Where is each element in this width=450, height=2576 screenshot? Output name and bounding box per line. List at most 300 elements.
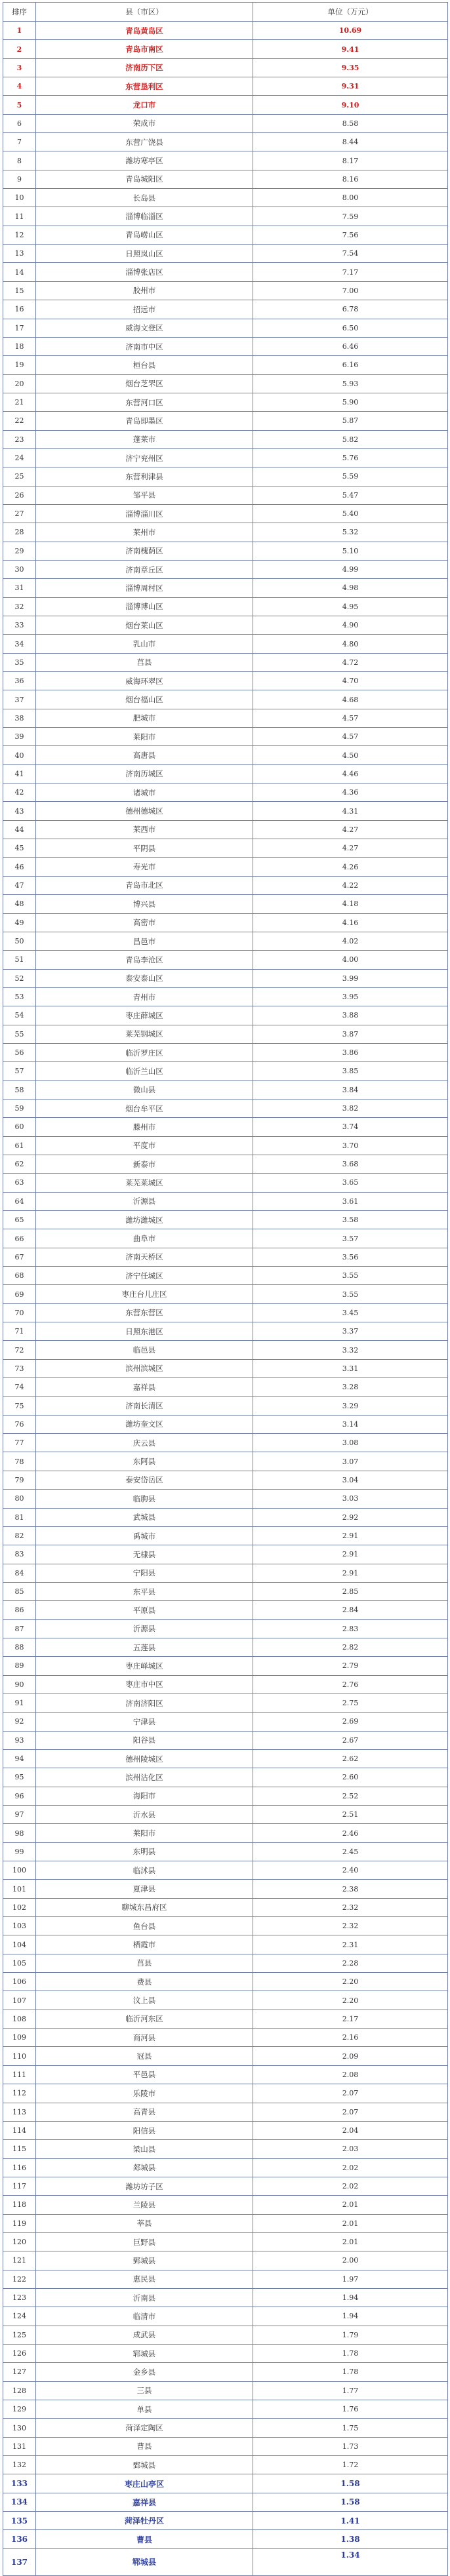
- rank-cell: 84: [3, 1564, 36, 1582]
- county-cell: 栖霞市: [36, 1935, 253, 1954]
- value-cell: 3.45: [253, 1303, 448, 1322]
- rank-cell: 79: [3, 1471, 36, 1489]
- county-cell: 鱼台县: [36, 1917, 253, 1935]
- value-cell: 1.77: [253, 2381, 448, 2400]
- table-row: [3, 802, 448, 820]
- rank-cell: 3: [3, 58, 36, 77]
- rank-cell: 5: [3, 96, 36, 114]
- table-row: [3, 523, 448, 542]
- table-row: [3, 1229, 448, 1248]
- table-row: [3, 133, 448, 151]
- county-cell: 威海文登区: [36, 319, 253, 337]
- table-row: [3, 2530, 448, 2548]
- table-row: [3, 2084, 448, 2103]
- rank-cell: 95: [3, 1768, 36, 1787]
- county-cell: 莘县: [36, 2214, 253, 2232]
- county-cell: 平原县: [36, 1601, 253, 1619]
- table-row: [3, 951, 448, 969]
- table-row: [3, 764, 448, 783]
- rank-cell: 107: [3, 1991, 36, 2010]
- table-row: [3, 114, 448, 132]
- value-cell: 4.02: [253, 932, 448, 950]
- value-cell: 8.17: [253, 151, 448, 170]
- value-cell: 3.37: [253, 1322, 448, 1341]
- value-cell: 2.20: [253, 1991, 448, 2010]
- county-cell: 滨州沾化区: [36, 1768, 253, 1787]
- rank-cell: 131: [3, 2437, 36, 2455]
- value-cell: 4.90: [253, 616, 448, 635]
- county-cell: 聊城东昌府区: [36, 1898, 253, 1916]
- rank-cell: 30: [3, 560, 36, 578]
- table-row: [3, 226, 448, 244]
- table-row: [3, 2232, 448, 2251]
- value-cell: 8.58: [253, 114, 448, 132]
- header-unit: 单位（万元）: [253, 3, 448, 22]
- county-cell: 高青县: [36, 2103, 253, 2121]
- county-cell: 威海环翠区: [36, 672, 253, 690]
- value-cell: 2.85: [253, 1582, 448, 1600]
- rank-cell: 106: [3, 1973, 36, 1991]
- value-cell: 2.08: [253, 2065, 448, 2084]
- rank-cell: 105: [3, 1954, 36, 1972]
- table-row: [3, 1880, 448, 1898]
- value-cell: 3.29: [253, 1397, 448, 1415]
- table-row: [3, 337, 448, 355]
- value-cell: 8.00: [253, 189, 448, 207]
- rank-cell: 41: [3, 764, 36, 783]
- county-cell: 青岛城阳区: [36, 170, 253, 188]
- rank-cell: 73: [3, 1359, 36, 1377]
- table-row: [3, 1267, 448, 1285]
- rank-cell: 44: [3, 820, 36, 839]
- table-row: [3, 542, 448, 560]
- value-cell: 4.98: [253, 579, 448, 597]
- county-cell: 沂南县: [36, 2288, 253, 2307]
- rank-cell: 35: [3, 653, 36, 671]
- rank-cell: 63: [3, 1174, 36, 1192]
- county-cell: 临沂兰山区: [36, 1062, 253, 1080]
- value-cell: 2.32: [253, 1898, 448, 1916]
- rank-cell: 129: [3, 2400, 36, 2419]
- table-row: [3, 876, 448, 894]
- county-cell: 济南济阳区: [36, 1694, 253, 1712]
- table-row: [3, 2456, 448, 2474]
- table-row: [3, 2270, 448, 2288]
- county-cell: 博兴县: [36, 895, 253, 913]
- value-cell: 3.55: [253, 1285, 448, 1303]
- rank-cell: 37: [3, 690, 36, 709]
- table-row: [3, 895, 448, 913]
- county-cell: 诸城市: [36, 783, 253, 802]
- value-cell: 2.79: [253, 1657, 448, 1675]
- county-cell: 临清市: [36, 2307, 253, 2326]
- county-cell: 临沂河东区: [36, 2010, 253, 2028]
- table-row: [3, 245, 448, 263]
- rank-cell: 103: [3, 1917, 36, 1935]
- table-row: [3, 1675, 448, 1694]
- table-row: [3, 2103, 448, 2121]
- rank-cell: 33: [3, 616, 36, 635]
- rank-cell: 85: [3, 1582, 36, 1600]
- table-row: [3, 969, 448, 987]
- value-cell: 6.16: [253, 356, 448, 374]
- value-cell: 3.56: [253, 1248, 448, 1266]
- value-cell: 5.87: [253, 412, 448, 430]
- table-row: [3, 1099, 448, 1117]
- rank-cell: 137: [3, 2548, 36, 2575]
- rank-cell: 15: [3, 281, 36, 300]
- rank-cell: 116: [3, 2158, 36, 2177]
- rank-cell: 43: [3, 802, 36, 820]
- county-cell: 五莲县: [36, 1638, 253, 1656]
- rank-cell: 74: [3, 1378, 36, 1397]
- value-cell: 4.99: [253, 560, 448, 578]
- header-county: 县（市区）: [36, 3, 253, 22]
- table-row: [3, 1118, 448, 1136]
- rank-cell: 10: [3, 189, 36, 207]
- county-cell: 青岛崂山区: [36, 226, 253, 244]
- county-cell: 东营垦利区: [36, 77, 253, 96]
- value-cell: 4.18: [253, 895, 448, 913]
- table-row: [3, 2288, 448, 2307]
- table-row: [3, 746, 448, 764]
- county-cell: 淄博淄川区: [36, 504, 253, 523]
- rank-cell: 48: [3, 895, 36, 913]
- value-cell: 9.35: [253, 58, 448, 77]
- county-cell: 鄄城县: [36, 2456, 253, 2474]
- county-cell: 沂源县: [36, 1192, 253, 1210]
- value-cell: 2.67: [253, 1731, 448, 1749]
- rank-cell: 28: [3, 523, 36, 542]
- value-cell: 2.17: [253, 2010, 448, 2028]
- table-row: [3, 690, 448, 709]
- county-cell: 寿光市: [36, 858, 253, 876]
- table-row: [3, 1434, 448, 1452]
- value-cell: 1.58: [253, 2474, 448, 2493]
- rank-cell: 59: [3, 1099, 36, 1117]
- table-row: [3, 672, 448, 690]
- table-row: [3, 356, 448, 374]
- county-cell: 沂源县: [36, 1619, 253, 1638]
- county-cell: 宁津县: [36, 1713, 253, 1731]
- county-cell: 梁山县: [36, 2140, 253, 2158]
- county-cell: 莒县: [36, 653, 253, 671]
- table-row: [3, 22, 448, 40]
- value-cell: 2.75: [253, 1694, 448, 1712]
- value-cell: 2.20: [253, 1973, 448, 1991]
- rank-cell: 119: [3, 2214, 36, 2232]
- rank-cell: 6: [3, 114, 36, 132]
- table-row: [3, 2065, 448, 2084]
- rank-cell: 67: [3, 1248, 36, 1266]
- rank-cell: 115: [3, 2140, 36, 2158]
- rank-cell: 54: [3, 1006, 36, 1025]
- value-cell: 4.27: [253, 820, 448, 839]
- county-cell: 德州德城区: [36, 802, 253, 820]
- rank-cell: 4: [3, 77, 36, 96]
- county-cell: 宁阳县: [36, 1564, 253, 1582]
- table-row: [3, 820, 448, 839]
- table-row: [3, 2363, 448, 2381]
- value-cell: 6.46: [253, 337, 448, 355]
- value-cell: 3.31: [253, 1359, 448, 1377]
- rank-cell: 29: [3, 542, 36, 560]
- value-cell: 3.65: [253, 1174, 448, 1192]
- county-cell: 烟台牟平区: [36, 1099, 253, 1117]
- rank-cell: 113: [3, 2103, 36, 2121]
- table-row: [3, 486, 448, 504]
- value-cell: 1.72: [253, 2456, 448, 2474]
- table-row: [3, 2400, 448, 2419]
- rank-cell: 117: [3, 2177, 36, 2195]
- table-row: [3, 1787, 448, 1805]
- value-cell: 5.76: [253, 448, 448, 467]
- value-cell: 3.14: [253, 1415, 448, 1433]
- table-row: [3, 1526, 448, 1545]
- table-row: [3, 1973, 448, 1991]
- county-cell: 潍坊奎文区: [36, 1415, 253, 1433]
- county-cell: 莒县: [36, 1954, 253, 1972]
- county-cell: 庆云县: [36, 1434, 253, 1452]
- county-cell: 东营广饶县: [36, 133, 253, 151]
- county-cell: 东阿县: [36, 1452, 253, 1471]
- value-cell: 3.55: [253, 1267, 448, 1285]
- value-cell: 2.32: [253, 1917, 448, 1935]
- table-row: [3, 579, 448, 597]
- rank-cell: 11: [3, 207, 36, 226]
- rank-cell: 81: [3, 1508, 36, 1526]
- table-row: [3, 1043, 448, 1061]
- rank-cell: 76: [3, 1415, 36, 1433]
- header-rank: 排序: [3, 3, 36, 22]
- table-row: [3, 2474, 448, 2493]
- table-row: [3, 1824, 448, 1842]
- value-cell: 2.46: [253, 1824, 448, 1842]
- county-cell: 泰安岱岳区: [36, 1471, 253, 1489]
- rank-cell: 13: [3, 245, 36, 263]
- county-cell: 鄄城县: [36, 2251, 253, 2270]
- rank-cell: 14: [3, 263, 36, 281]
- rank-cell: 111: [3, 2065, 36, 2084]
- value-cell: 3.58: [253, 1211, 448, 1229]
- value-cell: 1.38: [253, 2530, 448, 2548]
- value-cell: 2.07: [253, 2103, 448, 2121]
- county-cell: 金乡县: [36, 2363, 253, 2381]
- value-cell: 2.04: [253, 2121, 448, 2139]
- rank-cell: 71: [3, 1322, 36, 1341]
- rank-cell: 123: [3, 2288, 36, 2307]
- value-cell: 3.85: [253, 1062, 448, 1080]
- county-cell: 海阳市: [36, 1787, 253, 1805]
- county-cell: 东明县: [36, 1842, 253, 1861]
- county-cell: 蓬莱市: [36, 430, 253, 448]
- rank-cell: 70: [3, 1303, 36, 1322]
- table-row: [3, 913, 448, 932]
- table-row: [3, 374, 448, 393]
- rank-cell: 34: [3, 635, 36, 653]
- county-cell: 菏泽定陶区: [36, 2419, 253, 2437]
- value-cell: 2.07: [253, 2084, 448, 2103]
- county-cell: 济南章丘区: [36, 560, 253, 578]
- table-row: [3, 1806, 448, 1824]
- table-row: [3, 504, 448, 523]
- rank-cell: 60: [3, 1118, 36, 1136]
- value-cell: 4.57: [253, 709, 448, 727]
- value-cell: 9.41: [253, 40, 448, 58]
- table-row: [3, 2214, 448, 2232]
- table-row: [3, 839, 448, 858]
- rank-cell: 16: [3, 300, 36, 319]
- county-cell: 单县: [36, 2400, 253, 2419]
- table-row: [3, 319, 448, 337]
- table-row: [3, 1322, 448, 1341]
- table-row: [3, 189, 448, 207]
- county-cell: 泰安泰山区: [36, 969, 253, 987]
- rank-cell: 92: [3, 1713, 36, 1731]
- county-cell: 枣庄台儿庄区: [36, 1285, 253, 1303]
- value-cell: 2.69: [253, 1713, 448, 1731]
- county-cell: 青岛李沧区: [36, 951, 253, 969]
- rank-cell: 27: [3, 504, 36, 523]
- rank-cell: 1: [3, 22, 36, 40]
- county-cell: 东营河口区: [36, 393, 253, 411]
- rank-cell: 8: [3, 151, 36, 170]
- county-cell: 临邑县: [36, 1341, 253, 1359]
- value-cell: 3.87: [253, 1025, 448, 1043]
- ranking-table: [3, 2, 448, 2576]
- value-cell: 4.36: [253, 783, 448, 802]
- county-cell: 阳谷县: [36, 1731, 253, 1749]
- table-row: [3, 1842, 448, 1861]
- rank-cell: 112: [3, 2084, 36, 2103]
- rank-cell: 96: [3, 1787, 36, 1805]
- value-cell: 3.61: [253, 1192, 448, 1210]
- table-row: [3, 858, 448, 876]
- county-cell: 高唐县: [36, 746, 253, 764]
- county-cell: 烟台芝罘区: [36, 374, 253, 393]
- value-cell: 2.60: [253, 1768, 448, 1787]
- table-row: [3, 1192, 448, 1210]
- table-row: [3, 2419, 448, 2437]
- table-row: [3, 1935, 448, 1954]
- county-cell: 平度市: [36, 1136, 253, 1155]
- table-row: [3, 393, 448, 411]
- value-cell: 3.04: [253, 1471, 448, 1489]
- county-cell: 曹县: [36, 2437, 253, 2455]
- rank-cell: 88: [3, 1638, 36, 1656]
- value-cell: 1.41: [253, 2512, 448, 2530]
- rank-cell: 36: [3, 672, 36, 690]
- county-cell: 嘉祥县: [36, 2493, 253, 2511]
- value-cell: 4.46: [253, 764, 448, 783]
- table-row: [3, 1917, 448, 1935]
- county-cell: 临朐县: [36, 1490, 253, 1508]
- value-cell: 3.70: [253, 1136, 448, 1155]
- county-cell: 兰陵县: [36, 2196, 253, 2214]
- value-cell: 1.58: [253, 2493, 448, 2511]
- value-cell: 8.16: [253, 170, 448, 188]
- value-cell: 4.27: [253, 839, 448, 858]
- county-cell: 长岛县: [36, 189, 253, 207]
- table-row: [3, 2047, 448, 2065]
- value-cell: 7.59: [253, 207, 448, 226]
- county-cell: 胶州市: [36, 281, 253, 300]
- rank-cell: 118: [3, 2196, 36, 2214]
- rank-cell: 72: [3, 1341, 36, 1359]
- value-cell: 4.68: [253, 690, 448, 709]
- county-cell: 潍坊寒亭区: [36, 151, 253, 170]
- value-cell: 5.47: [253, 486, 448, 504]
- rank-cell: 134: [3, 2493, 36, 2511]
- rank-cell: 65: [3, 1211, 36, 1229]
- county-cell: 青岛市南区: [36, 40, 253, 58]
- rank-cell: 68: [3, 1267, 36, 1285]
- rank-cell: 114: [3, 2121, 36, 2139]
- county-cell: 龙口市: [36, 96, 253, 114]
- rank-cell: 31: [3, 579, 36, 597]
- table-row: [3, 987, 448, 1006]
- rank-cell: 32: [3, 597, 36, 616]
- county-cell: 招远市: [36, 300, 253, 319]
- rank-cell: 12: [3, 226, 36, 244]
- value-cell: 2.02: [253, 2158, 448, 2177]
- rank-cell: 66: [3, 1229, 36, 1248]
- rank-cell: 130: [3, 2419, 36, 2437]
- value-cell: 2.40: [253, 1861, 448, 1880]
- county-cell: 曲阜市: [36, 1229, 253, 1248]
- table-row: [3, 263, 448, 281]
- rank-cell: 127: [3, 2363, 36, 2381]
- value-cell: 3.95: [253, 987, 448, 1006]
- rank-cell: 82: [3, 1526, 36, 1545]
- value-cell: 1.94: [253, 2307, 448, 2326]
- county-cell: 青岛即墨区: [36, 412, 253, 430]
- rank-cell: 121: [3, 2251, 36, 2270]
- county-cell: 滕州市: [36, 1118, 253, 1136]
- county-cell: 济南市中区: [36, 337, 253, 355]
- value-cell: 2.16: [253, 2029, 448, 2047]
- table-row: [3, 728, 448, 746]
- rank-cell: 47: [3, 876, 36, 894]
- value-cell: 7.56: [253, 226, 448, 244]
- value-cell: 1.79: [253, 2326, 448, 2344]
- value-cell: 2.01: [253, 2196, 448, 2214]
- table-row: [3, 77, 448, 96]
- value-cell: 2.09: [253, 2047, 448, 2065]
- table-row: [3, 281, 448, 300]
- rank-cell: 83: [3, 1545, 36, 1564]
- value-cell: 4.80: [253, 635, 448, 653]
- table-row: [3, 2177, 448, 2195]
- table-row: [3, 932, 448, 950]
- table-row: [3, 1638, 448, 1656]
- value-cell: 4.70: [253, 672, 448, 690]
- county-cell: 淄博博山区: [36, 597, 253, 616]
- value-cell: 5.10: [253, 542, 448, 560]
- rank-cell: 7: [3, 133, 36, 151]
- value-cell: 4.16: [253, 913, 448, 932]
- county-cell: 冠县: [36, 2047, 253, 2065]
- rank-cell: 19: [3, 356, 36, 374]
- table-row: [3, 40, 448, 58]
- table-row: [3, 2196, 448, 2214]
- county-cell: 沂水县: [36, 1806, 253, 1824]
- county-cell: 莱阳市: [36, 1824, 253, 1842]
- table-row: [3, 2381, 448, 2400]
- rank-cell: 90: [3, 1675, 36, 1694]
- table-row: [3, 1601, 448, 1619]
- table-row: [3, 170, 448, 188]
